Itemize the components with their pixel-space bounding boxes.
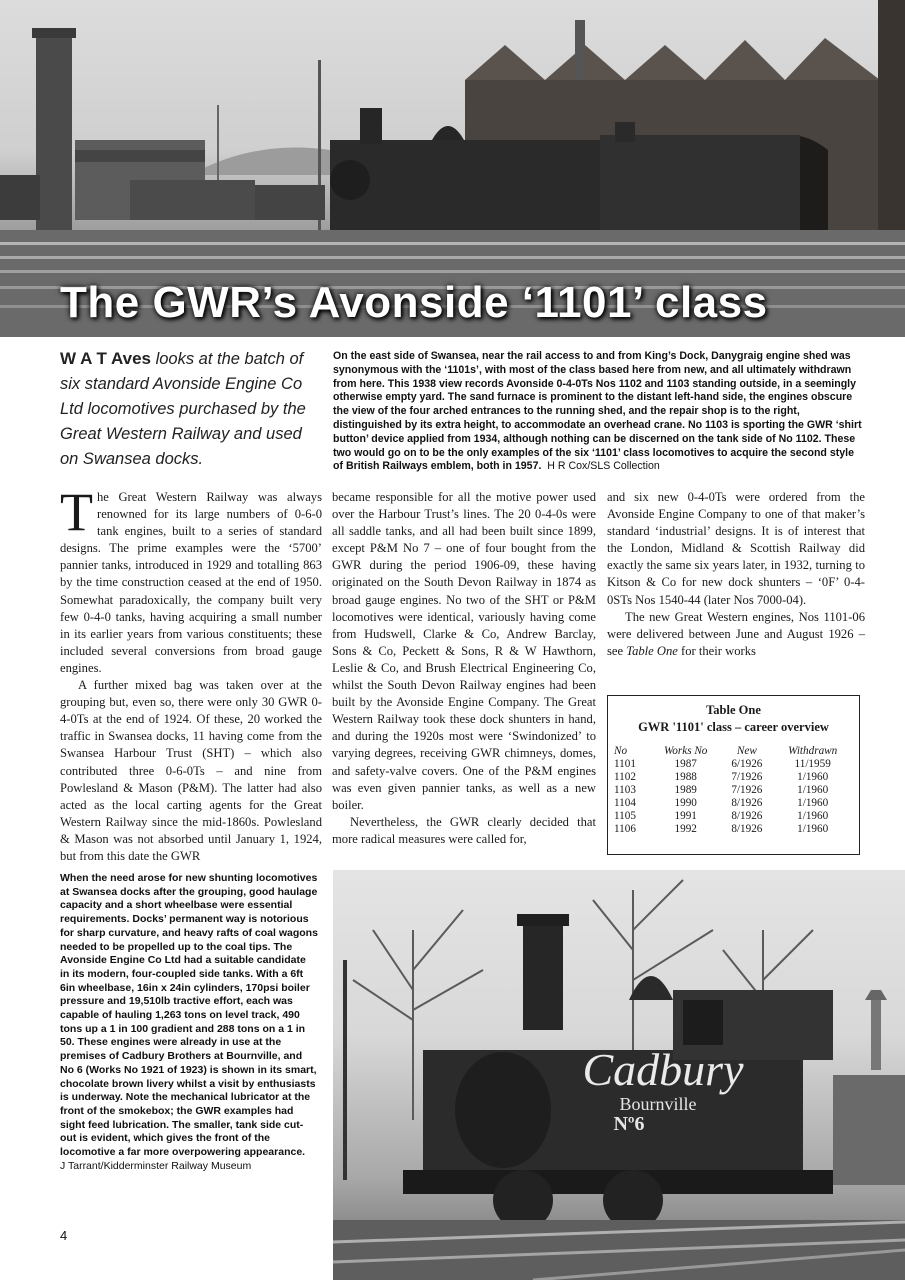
cell-works-no: 1990 xyxy=(674,797,697,809)
standfirst-text: looks at the batch of six standard Avonside Engine Co Ltd locomotives purchased by the Great Western Railway and used on Swansea docks. xyxy=(60,350,306,468)
cell-new: 7/1926 xyxy=(731,771,763,783)
body-column-1 xyxy=(60,482,322,865)
bottom-photograph xyxy=(333,870,905,1280)
tank-side-number-lettering: Nº6 xyxy=(613,1113,645,1135)
col3-paragraph-2-text-b: for their works xyxy=(677,643,756,658)
cell-no: 1104 xyxy=(614,797,636,809)
page-number: 4 xyxy=(60,1228,68,1243)
cell-withdrawn: 1/1960 xyxy=(797,797,829,809)
cell-works-no: 1992 xyxy=(674,823,697,835)
bottom-caption-credit: J Tarrant/Kidderminster Railway Museum xyxy=(60,1159,252,1172)
table-row xyxy=(614,771,853,784)
header-new: New xyxy=(736,745,757,757)
cell-new: 7/1926 xyxy=(731,784,763,796)
header-no: No xyxy=(614,745,628,757)
drop-cap: T xyxy=(60,482,93,542)
cell-withdrawn: 1/1960 xyxy=(797,784,829,796)
table-one xyxy=(607,695,860,855)
table-reference: Table One xyxy=(626,643,678,658)
bottom-photo-illustration xyxy=(333,870,905,1280)
cell-works-no: 1987 xyxy=(674,758,697,770)
top-caption-text: On the east side of Swansea, near the rail access to and from King’s Dock, Danygraig engine shed was synonymous with the ‘1101s’, with most of the class based here from new, and all ultimately withdrawn from here. This 1938 view records Avonside 0-4-0Ts Nos 1102 and 1103 standing outside, in a seemingly otherwise empty yard. The sand furnace is prominent to the distant left-hand side, the engines obscure the view of the four arched entrances to the running shed, and the repair shop is to the right, distinguished by its extra height, to accommodate an overhead crane. No 1103 is sporting the GWR ‘shirt button’ device applied from 1934, although nothing can be discerned on the tank side of No 1102. These two would go on to be the only examples of the six ‘1101’ class locomotives to acquire the second style of British Railways emblem, both in 1957. xyxy=(333,350,862,473)
cell-no: 1101 xyxy=(614,758,636,770)
cell-new: 8/1926 xyxy=(731,823,763,835)
tank-side-place-lettering: Bournville xyxy=(619,1094,697,1114)
table-subtitle: GWR '1101' class – career overview xyxy=(638,720,829,734)
col2-paragraph-1: became responsible for all the motive power used over the Harbour Trust’s lines. The 20 0-4-0s were all saddle tanks, and all had been built since 1899, except P&M No 7 – one of four bought from the GWR during the period 1906-09, these having originated on the South Devon Railway in 1874 as broad gauge engines. No two of the SHT or P&M locomotives were identical, variously having come from Hudswell, Clarke & Co, Andrew Barclay, Sons & Co, Peckett & Sons, R & W Hawthorn, Leslie & Co, and Brush Electrical Engineering Co, whilst the South Devon Railway engines had been built by the Avonside Engine Company. The Great Western Railway took these dock shunters in hand, and during the 1920s most were ‘Swindonized’ to varying degrees, receiving GWR chimneys, domes, and safety-valve covers. One of the P&M engines was even given pannier tanks, as well as a new boiler. xyxy=(332,490,596,812)
body-column-2 xyxy=(332,489,596,848)
cell-no: 1105 xyxy=(614,810,636,822)
top-caption-credit: H R Cox/SLS Collection xyxy=(547,460,660,473)
table-row xyxy=(614,797,853,810)
header-withdrawn: Withdrawn xyxy=(788,745,838,757)
article-headline: The GWR’s Avonside ‘1101’ class xyxy=(60,278,768,327)
cell-new: 8/1926 xyxy=(731,797,763,809)
col2-paragraph-2: Nevertheless, the GWR clearly decided that more radical measures were called for, xyxy=(332,814,596,846)
col1-paragraph-1 xyxy=(60,482,322,677)
standfirst xyxy=(60,346,322,472)
cell-no: 1103 xyxy=(614,784,636,796)
author-name: W A T Aves xyxy=(60,349,151,368)
cell-new: 8/1926 xyxy=(731,810,763,822)
top-photo-caption xyxy=(333,350,865,474)
table-row xyxy=(614,784,853,797)
header-works-no: Works No xyxy=(663,745,708,757)
table-title: Table One xyxy=(706,703,761,717)
cell-withdrawn: 11/1959 xyxy=(794,758,831,770)
cell-works-no: 1988 xyxy=(674,771,697,783)
col3-paragraph-1: and six new 0-4-0Ts were ordered from the Avonside Engine Company to one of that maker’s standard ‘industrial’ designs. It is of interest that the London, Midland & Scottish Railway did exactly the same six years later, in 1932, turning to Kitson & Co for new dock shunters – ‘0F’ 0-4-0STs Nos 1540-44 (later Nos 7000-04). xyxy=(607,490,865,607)
body-column-3 xyxy=(607,489,865,660)
table-row xyxy=(614,758,853,771)
cell-withdrawn: 1/1960 xyxy=(797,810,829,822)
tank-side-brand-lettering: Cadbury xyxy=(582,1044,744,1095)
col3-paragraph-2 xyxy=(607,609,865,660)
col1-paragraph-1-text: he Great Western Railway was always renowned for its large numbers of 0-6-0 tank engines, built to a series of standard designs. The prime examples were the ‘5700’ pannier tanks, introduced in 1929 and totalling 863 by the time construction ceased at the end of 1950. Somewhat paradoxically, the company built very few 0-4-0 tanks, having acquiring a small number in its earlier years from various constituents; these included several conversions from broad gauge engines. xyxy=(60,490,322,675)
cell-withdrawn: 1/1960 xyxy=(797,771,829,783)
career-table xyxy=(614,745,853,836)
cell-works-no: 1991 xyxy=(674,810,697,822)
cell-withdrawn: 1/1960 xyxy=(797,823,829,835)
cell-new: 6/1926 xyxy=(731,758,763,770)
cell-no: 1106 xyxy=(614,823,636,835)
table-header-row xyxy=(614,745,853,758)
bottom-photo-caption xyxy=(60,872,318,1173)
cell-works-no: 1989 xyxy=(674,784,697,796)
table-row xyxy=(614,810,853,823)
bottom-caption-text: When the need arose for new shunting locomotives at Swansea docks after the grouping, good haulage capacity and a short wheelbase were essential requirements. Docks’ permanent way is notorious for sharp curvature, and heavy rafts of coal wagons needed to be propelled up to the coal tips. The Avonside Engine Co Ltd had a suitable candidate in its modern, four-coupled side tanks. With a 6ft 6in wheelbase, 16in x 24in cylinders, 170psi boiler pressure and 19,510lb tractive effort, each was capable of hauling 1,263 tons on level track, 490 tons up a 1 in 100 gradient and 288 tons on a 1 in 50. These engines were already in use at the premises of Cadbury Brothers at Bournville, and No 6 (Works No 1921 of 1923) is shown in its smart, chocolate brown livery whilst a visit by enthusiasts is underway. Note the mechanical lubricator at the front of the smokebox; the GWR examples had sight feed lubrication. The smaller, tank side cut-out is evident, which gives the front of the locomotive a far more overpowering appearance. xyxy=(60,872,318,1159)
cell-no: 1102 xyxy=(614,771,636,783)
col1-paragraph-2: A further mixed bag was taken over at the grouping but, even so, there were only 30 GWR 0-4-0Ts at the end of 1924. Of these, 20 worked the traffic in Swansea docks, 11 having come from the Swansea Harbour Trust (SHT) – which also contributed three 0-6-0Ts – and nine from Powlesland & Mason (P&M). The latter had also acted as the local carting agents for the Great Western Railway since the mid-1860s. Powlesland & Mason was not absorbed until January 1, 1924, but from this date the GWR xyxy=(60,678,322,863)
table-row xyxy=(614,823,853,836)
col3-paragraph-2-text-a: The new Great Western engines, Nos 1101-06 were delivered between June and August 1926 – see xyxy=(607,609,865,658)
